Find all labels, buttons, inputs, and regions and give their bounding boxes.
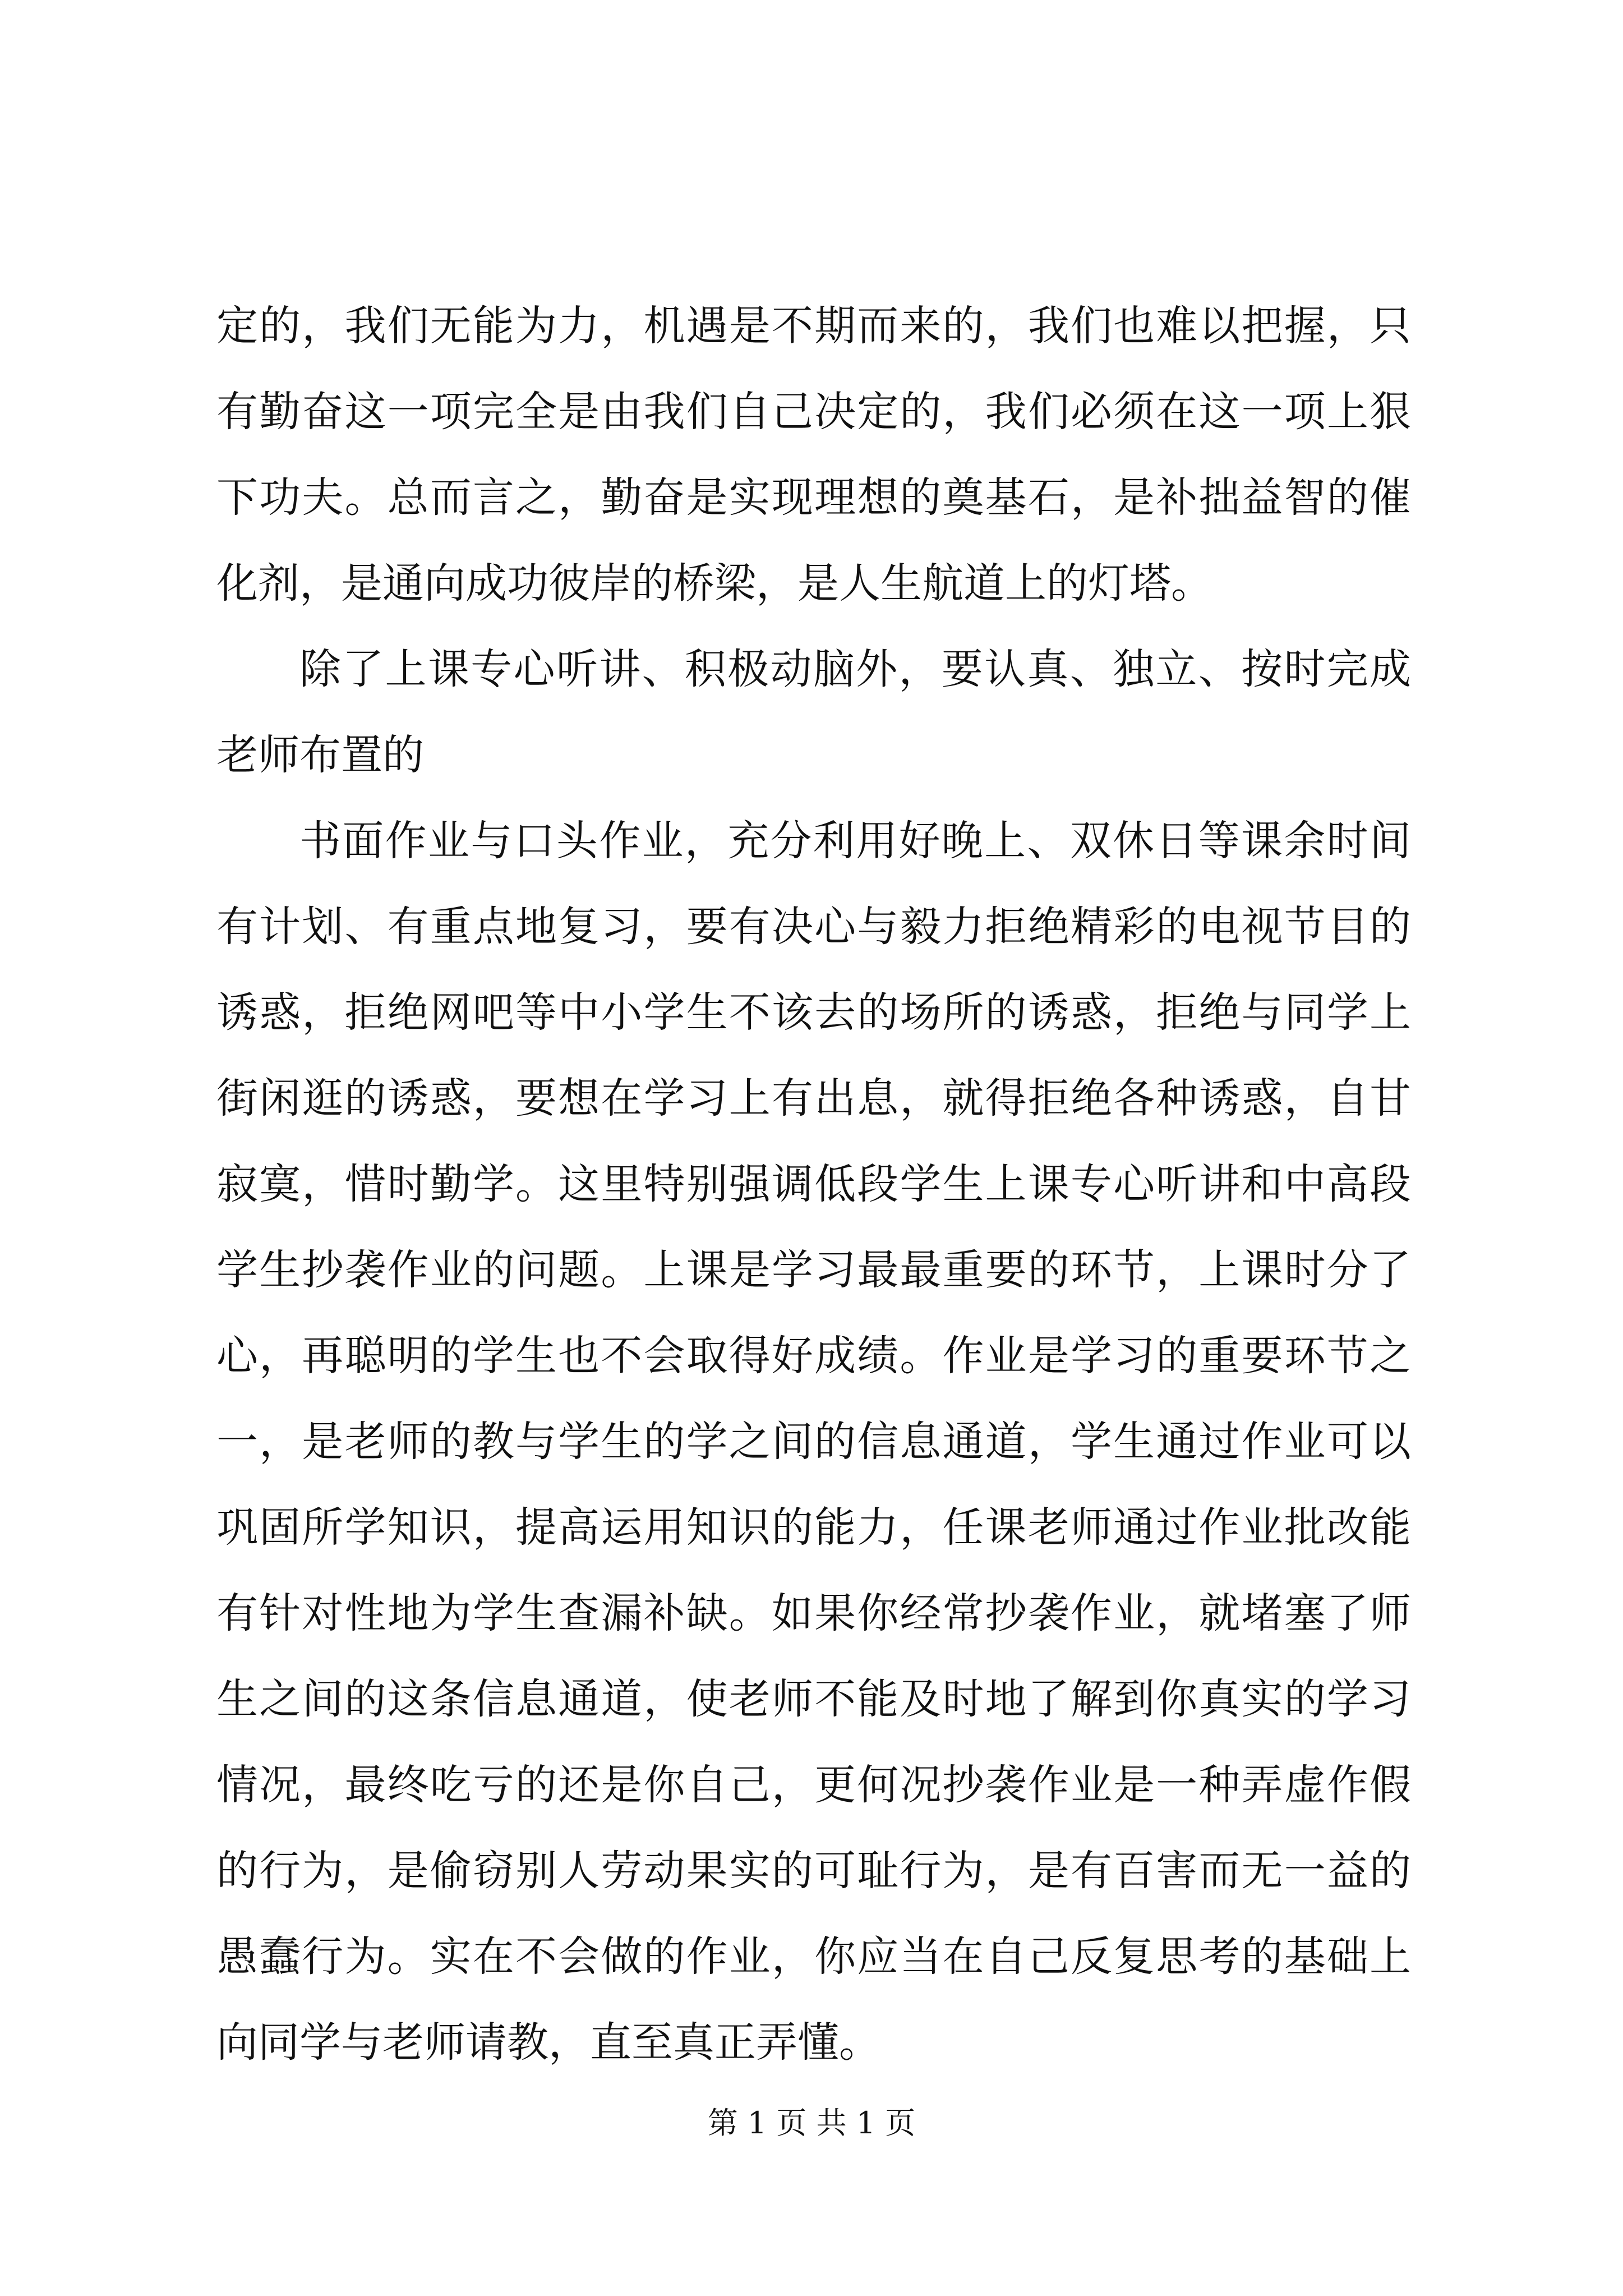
text-line: 有计划、有重点地复习，要有决心与毅力拒绝精彩的电视节目的 [216, 903, 1411, 951]
text-line: 心，再聪明的学生也不会取得好成绩。作业是学习的重要环节之 [216, 1332, 1411, 1380]
text-line: 情况，最终吃亏的还是你自己，更何况抄袭作业是一种弄虚作假 [216, 1761, 1411, 1809]
text-line: 的行为，是偷窃别人劳动果实的可耻行为，是有百害而无一益的 [216, 1847, 1411, 1895]
text-line: 生之间的这条信息通道，使老师不能及时地了解到你真实的学习 [216, 1675, 1411, 1723]
text-line: 寂寞，惜时勤学。这里特别强调低段学生上课专心听讲和中高段 [216, 1160, 1411, 1208]
text-line: 有针对性地为学生查漏补缺。如果你经常抄袭作业，就堵塞了师 [216, 1589, 1411, 1637]
text-line: 巩固所学知识，提高运用知识的能力，任课老师通过作业批改能 [216, 1503, 1411, 1552]
text-line: 一，是老师的教与学生的学之间的信息通道，学生通过作业可以 [216, 1418, 1411, 1466]
paragraph-first-line: 除了上课专心听讲、积极动脑外，要认真、独立、按时完成 [299, 645, 1411, 693]
text-line: 愚蠢行为。实在不会做的作业，你应当在自己反复思考的基础上 [216, 1932, 1411, 1981]
text-line: 向同学与老师请教，直至真正弄懂。 [216, 2018, 880, 2067]
text-line: 街闲逛的诱惑，要想在学习上有出息，就得拒绝各种诱惑，自甘 [216, 1074, 1411, 1122]
text-line: 下功夫。总而言之，勤奋是实现理想的奠基石，是补拙益智的催 [216, 473, 1411, 522]
text-line: 老师布置的 [216, 731, 424, 779]
text-line: 定的，我们无能为力，机遇是不期而来的，我们也难以把握，只 [216, 302, 1411, 350]
page-footer: 第 1 页 共 1 页 [707, 2105, 916, 2141]
paragraph-first-line: 书面作业与口头作业，充分利用好晚上、双休日等课余时间 [299, 817, 1411, 865]
text-line: 化剂，是通向成功彼岸的桥梁，是人生航道上的灯塔。 [216, 559, 1212, 608]
text-line: 学生抄袭作业的问题。上课是学习最最重要的环节，上课时分了 [216, 1246, 1411, 1294]
document-body [216, 283, 1411, 2086]
text-line: 有勤奋这一项完全是由我们自己决定的，我们必须在这一项上狠 [216, 388, 1411, 436]
text-line: 诱惑，拒绝网吧等中小学生不该去的场所的诱惑，拒绝与同学上 [216, 988, 1411, 1037]
